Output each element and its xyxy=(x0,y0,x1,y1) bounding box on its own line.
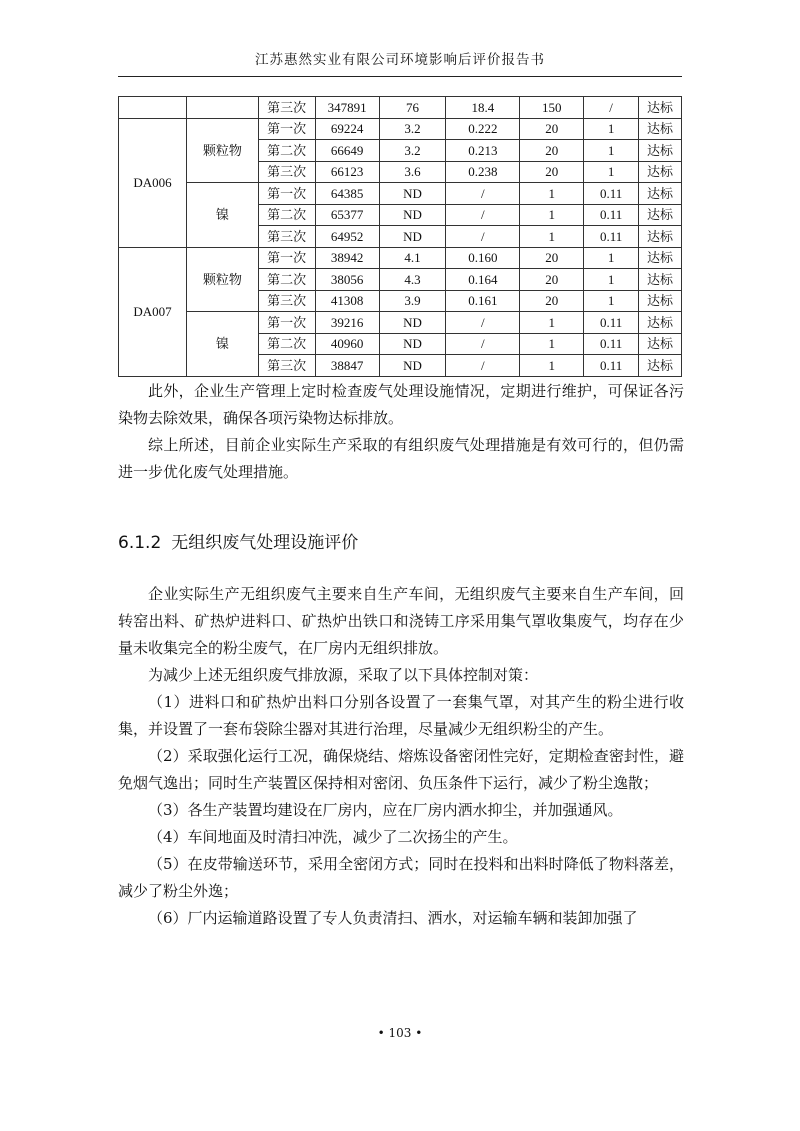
document-header: 江苏惠然实业有限公司环境影响后评价报告书 xyxy=(255,52,545,68)
flow-cell: 64952 xyxy=(315,226,379,248)
paragraph: 为减少上述无组织废气排放源，采取了以下具体控制对策： xyxy=(148,666,539,684)
times-cell: 第三次 xyxy=(258,161,315,183)
flow-cell: 66123 xyxy=(315,161,379,183)
rate-limit-cell: 1 xyxy=(584,140,639,162)
page-number: • 103 • xyxy=(377,1026,423,1040)
concentration-limit-cell: 20 xyxy=(520,118,584,140)
rate-limit-cell: 0.11 xyxy=(584,355,639,377)
pollutant-cell: 颗粒物 xyxy=(186,247,258,312)
pollutant-cell: 颗粒物 xyxy=(186,118,258,183)
rate-cell: 18.4 xyxy=(446,97,520,119)
concentration-limit-cell: 20 xyxy=(520,161,584,183)
concentration-cell: ND xyxy=(379,333,446,355)
rate-limit-cell: 0.11 xyxy=(584,226,639,248)
result-cell: 达标 xyxy=(639,140,682,162)
section-heading xyxy=(118,528,368,553)
times-cell: 第二次 xyxy=(258,204,315,226)
rate-cell: / xyxy=(446,204,520,226)
concentration-cell: 4.1 xyxy=(379,247,446,269)
paragraph: （3）各生产装置均建设在厂房内，应在厂房内洒水抑尘，并加强通风。 xyxy=(148,801,623,819)
table-row xyxy=(119,97,682,119)
times-cell: 第三次 xyxy=(258,290,315,312)
rate-limit-cell: 0.11 xyxy=(584,183,639,205)
concentration-cell: ND xyxy=(379,355,446,377)
result-cell: 达标 xyxy=(639,355,682,377)
rate-cell: 0.161 xyxy=(446,290,520,312)
flow-cell: 40960 xyxy=(315,333,379,355)
result-cell: 达标 xyxy=(639,204,682,226)
concentration-limit-cell: 1 xyxy=(520,312,584,334)
concentration-limit-cell: 150 xyxy=(520,97,584,119)
rate-cell: / xyxy=(446,183,520,205)
rate-limit-cell: 0.11 xyxy=(584,204,639,226)
concentration-cell: ND xyxy=(379,312,446,334)
concentration-limit-cell: 20 xyxy=(520,247,584,269)
concentration-limit-cell: 1 xyxy=(520,204,584,226)
times-cell: 第三次 xyxy=(258,355,315,377)
paragraph: （5）在皮带输送环节，采用全密闭方式；同时在投料和出料时降低了物料落差，减少了粉尘外逸； xyxy=(118,855,684,900)
concentration-limit-cell: 1 xyxy=(520,355,584,377)
rate-limit-cell: / xyxy=(584,97,639,119)
concentration-limit-cell: 20 xyxy=(520,269,584,291)
flow-cell: 65377 xyxy=(315,204,379,226)
flow-cell: 347891 xyxy=(315,97,379,119)
concentration-cell: 3.6 xyxy=(379,161,446,183)
emission-monitoring-table xyxy=(118,96,682,377)
paragraph: （1）进料口和矿热炉出料口分别各设置了一套集气罩，对其产生的粉尘进行收集，并设置了一套布袋除尘器对其进行治理，尽量减少无组织粉尘的产生。 xyxy=(118,693,684,738)
outlet-cell: DA006 xyxy=(119,118,187,247)
table-row xyxy=(119,183,682,205)
rate-cell: / xyxy=(446,333,520,355)
concentration-cell: ND xyxy=(379,204,446,226)
rate-cell: 0.213 xyxy=(446,140,520,162)
concentration-cell: 3.2 xyxy=(379,118,446,140)
flow-cell: 64385 xyxy=(315,183,379,205)
concentration-limit-cell: 1 xyxy=(520,226,584,248)
table-row xyxy=(119,247,682,269)
concentration-cell: 76 xyxy=(379,97,446,119)
result-cell: 达标 xyxy=(639,333,682,355)
table-row xyxy=(119,118,682,140)
rate-cell: / xyxy=(446,226,520,248)
flow-cell: 38056 xyxy=(315,269,379,291)
table-row xyxy=(119,312,682,334)
times-cell: 第二次 xyxy=(258,140,315,162)
pollutant-cell: 镍 xyxy=(186,312,258,377)
result-cell: 达标 xyxy=(639,161,682,183)
header-rule xyxy=(118,76,682,77)
concentration-cell: 4.3 xyxy=(379,269,446,291)
pollutant-cell: 镍 xyxy=(186,183,258,248)
paragraph: 企业实际生产无组织废气主要来自生产车间，无组织废气主要来自生产车间，回转窑出料、矿热炉进料口、矿热炉出铁口和浇铸工序采用集气罩收集废气，均存在少量未收集完全的粉尘废气，在厂房内无组织排放。 xyxy=(118,585,684,657)
times-cell: 第一次 xyxy=(258,118,315,140)
concentration-limit-cell: 1 xyxy=(520,333,584,355)
rate-cell: 0.164 xyxy=(446,269,520,291)
rate-limit-cell: 1 xyxy=(584,269,639,291)
times-cell: 第二次 xyxy=(258,333,315,355)
flow-cell: 39216 xyxy=(315,312,379,334)
rate-cell: / xyxy=(446,312,520,334)
paragraph: 综上所述，目前企业实际生产采取的有组织废气处理措施是有效可行的，但仍需进一步优化废气处理措施。 xyxy=(118,436,684,481)
result-cell: 达标 xyxy=(639,226,682,248)
flow-cell: 38847 xyxy=(315,355,379,377)
result-cell: 达标 xyxy=(639,269,682,291)
paragraph: 此外，企业生产管理上定时检查废气处理设施情况，定期进行维护，可保证各污染物去除效果，确保各项污染物达标排放。 xyxy=(118,382,684,427)
flow-cell: 66649 xyxy=(315,140,379,162)
rate-cell: 0.222 xyxy=(446,118,520,140)
result-cell: 达标 xyxy=(639,247,682,269)
concentration-cell: ND xyxy=(379,183,446,205)
concentration-limit-cell: 20 xyxy=(520,290,584,312)
rate-limit-cell: 1 xyxy=(584,290,639,312)
flow-cell: 41308 xyxy=(315,290,379,312)
concentration-limit-cell: 1 xyxy=(520,183,584,205)
flow-cell: 69224 xyxy=(315,118,379,140)
paragraph: （4）车间地面及时清扫冲洗，减少了二次扬尘的产生。 xyxy=(148,828,518,846)
rate-cell: 0.160 xyxy=(446,247,520,269)
result-cell: 达标 xyxy=(639,290,682,312)
paragraph: （2）采取强化运行工况，确保烧结、熔炼设备密闭性完好，定期检查密封性，避免烟气逸出；同时生产装置区保持相对密闭、负压条件下运行，减少了粉尘逸散； xyxy=(118,747,684,792)
outlet-cell: DA007 xyxy=(119,247,187,376)
times-cell: 第二次 xyxy=(258,269,315,291)
rate-limit-cell: 1 xyxy=(584,247,639,269)
rate-limit-cell: 1 xyxy=(584,118,639,140)
rate-cell: 0.238 xyxy=(446,161,520,183)
outlet-cell xyxy=(119,97,187,119)
body-text-upper xyxy=(118,378,684,486)
concentration-limit-cell: 20 xyxy=(520,140,584,162)
times-cell: 第一次 xyxy=(258,312,315,334)
concentration-cell: 3.9 xyxy=(379,290,446,312)
rate-limit-cell: 0.11 xyxy=(584,333,639,355)
rate-limit-cell: 1 xyxy=(584,161,639,183)
times-cell: 第一次 xyxy=(258,247,315,269)
paragraph: （6）厂内运输道路设置了专人负责清扫、洒水，对运输车辆和装卸加强了 xyxy=(148,909,638,927)
result-cell: 达标 xyxy=(639,183,682,205)
flow-cell: 38942 xyxy=(315,247,379,269)
rate-limit-cell: 0.11 xyxy=(584,312,639,334)
concentration-cell: ND xyxy=(379,226,446,248)
section-title: 无组织废气处理设施评价 xyxy=(171,533,359,553)
result-cell: 达标 xyxy=(639,118,682,140)
result-cell: 达标 xyxy=(639,312,682,334)
pollutant-cell xyxy=(186,97,258,119)
rate-cell: / xyxy=(446,355,520,377)
result-cell: 达标 xyxy=(639,97,682,119)
section-number: 6.1.2 xyxy=(118,533,162,553)
times-cell: 第三次 xyxy=(258,226,315,248)
times-cell: 第三次 xyxy=(258,97,315,119)
times-cell: 第一次 xyxy=(258,183,315,205)
concentration-cell: 3.2 xyxy=(379,140,446,162)
body-text-lower xyxy=(118,581,684,932)
